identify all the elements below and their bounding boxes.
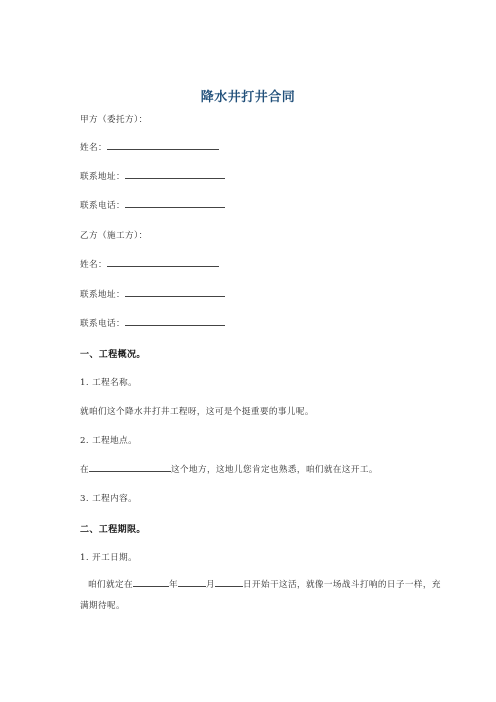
address-label: 联系地址：	[80, 172, 125, 182]
section-1-heading: 一、工程概况。	[80, 350, 146, 360]
text-2-1-year: 年	[168, 580, 178, 590]
text-1-2-pre: 在	[80, 465, 89, 475]
party-b-label: 乙方（施工方）：	[80, 231, 148, 241]
day-blank	[215, 578, 243, 587]
text-2-1-b: 日开始干这活，就像一场战斗打响的日子一样，充满期待呢。	[80, 580, 441, 611]
party-a-address-line	[80, 170, 225, 182]
month-blank	[178, 578, 206, 587]
text-1-2-post: 这个地方，这地儿您肯定也熟悉，咱们就在这开工。	[171, 465, 378, 475]
item-1-1: 1. 工程名称。	[80, 378, 138, 388]
name-blank	[107, 141, 219, 150]
name-label: 姓名：	[80, 143, 107, 153]
name-blank	[107, 258, 219, 267]
address-label: 联系地址：	[80, 290, 125, 300]
phone-blank	[125, 317, 225, 326]
text-2-1-month: 月	[205, 580, 215, 590]
address-blank	[125, 288, 225, 297]
address-blank	[125, 170, 225, 179]
phone-blank	[125, 199, 225, 208]
party-b-name-line	[80, 258, 219, 270]
phone-label: 联系电话：	[80, 319, 125, 329]
party-b-phone-line	[80, 317, 225, 329]
party-a-label: 甲方（委托方）：	[80, 115, 148, 125]
name-label: 姓名：	[80, 260, 107, 270]
text-1-2	[80, 463, 378, 475]
year-blank	[133, 578, 169, 587]
section-2-heading: 二、工程期限。	[80, 525, 146, 535]
item-2-1: 1. 开工日期。	[80, 553, 138, 563]
text-2-1-a: 咱们就定在	[88, 580, 133, 590]
party-b-address-line	[80, 288, 225, 300]
document-title: 降水井打井合同	[200, 90, 296, 105]
party-a-phone-line	[80, 199, 225, 211]
text-1-1: 就咱们这个降水井打井工程呀，这可是个挺重要的事儿呢。	[80, 407, 314, 417]
text-2-1	[80, 575, 442, 617]
location-blank	[89, 463, 171, 472]
phone-label: 联系电话：	[80, 201, 125, 211]
party-a-name-line	[80, 141, 219, 153]
item-1-3: 3. 工程内容。	[80, 494, 138, 504]
item-1-2: 2. 工程地点。	[80, 436, 138, 446]
